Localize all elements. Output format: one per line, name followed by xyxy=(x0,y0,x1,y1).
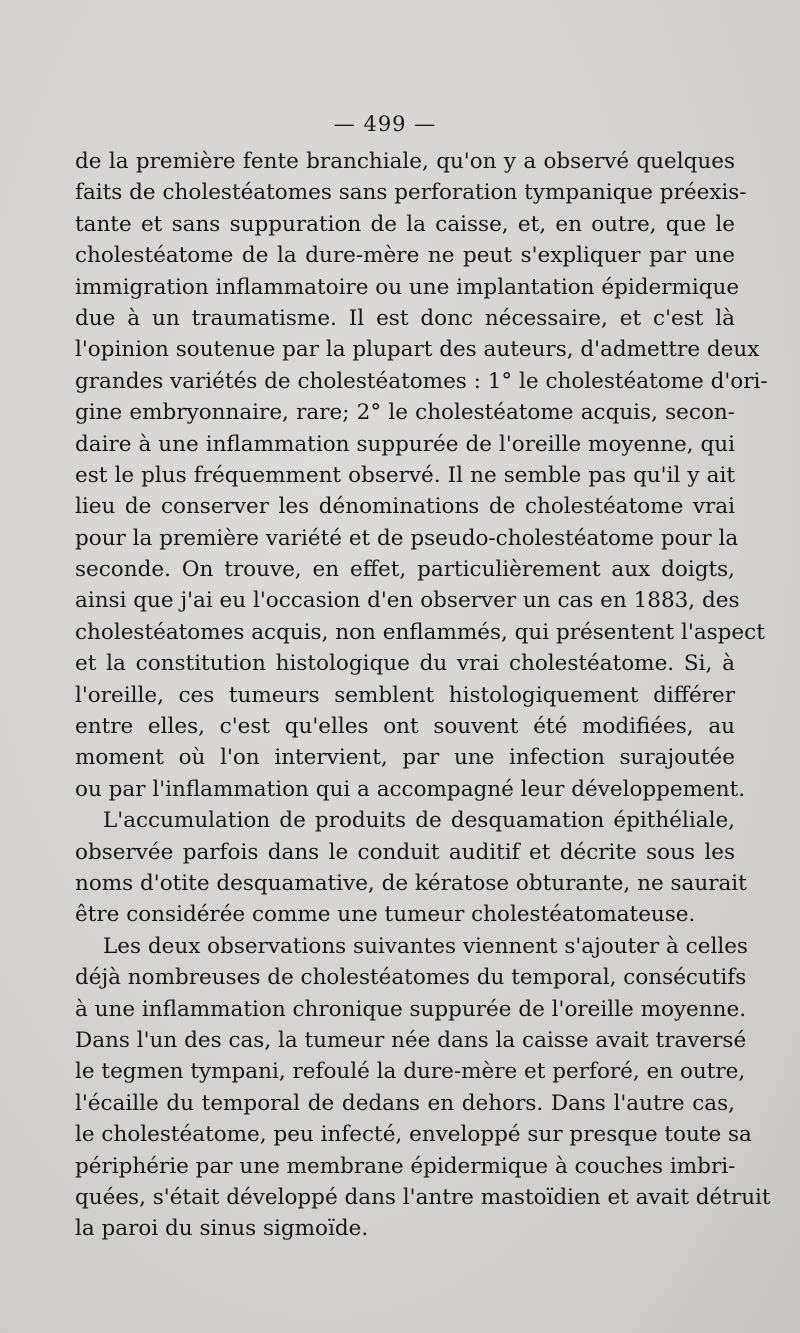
text-line: de la première fente branchiale, qu'on y a observé quelques xyxy=(75,149,735,174)
text-line: entre elles, c'est qu'elles ont souvent été modifiées, au xyxy=(75,714,735,740)
text-line: faits de cholestéatomes sans perforation tympanique préexis- xyxy=(75,180,747,206)
text-line: gine embryonnaire, rare; 2° le cholestéatome acquis, secon- xyxy=(75,400,735,426)
text-line: à une inflammation chronique suppurée de l'oreille moyenne. xyxy=(75,996,747,1022)
text-line: grandes variétés de cholestéatomes : 1° le cholestéatome d'ori- xyxy=(75,368,768,394)
page-number: — 499 — xyxy=(333,112,437,136)
text-line: ou par l'inflammation qui a accompagné leur développement. xyxy=(75,776,746,802)
text-line: lieu de conserver les dénominations de cholestéatome vrai xyxy=(75,494,735,520)
text-line: ainsi que j'ai eu l'occasion d'en observer un cas en 1883, des xyxy=(75,588,740,614)
text-line: cholestéatome de la dure-mère ne peut s'expliquer par une xyxy=(75,243,735,269)
text-line: Les deux observations suivantes viennent s'ajouter à celles xyxy=(103,933,748,959)
text-line: la paroi du sinus sigmoïde. xyxy=(75,1216,369,1242)
text-line: due à un traumatisme. Il est donc nécessaire, et c'est là xyxy=(75,305,735,331)
text-line: tante et sans suppuration de la caisse, et, en outre, que le xyxy=(75,211,735,237)
text-line: l'opinion soutenue par la plupart des auteurs, d'admettre deux xyxy=(75,337,760,363)
text-line: périphérie par une membrane épidermique à couches imbri- xyxy=(75,1153,736,1179)
text-line: daire à une inflammation suppurée de l'oreille moyenne, qui xyxy=(75,431,735,457)
text-line: déjà nombreuses de cholestéatomes du temporal, consécutifs xyxy=(75,965,747,991)
text-line: Dans l'un des cas, la tumeur née dans la caisse avait traversé xyxy=(75,1027,747,1053)
text-line: observée parfois dans le conduit auditif et décrite sous les xyxy=(75,839,735,865)
text-line: cholestéatomes acquis, non enflammés, qui présentent l'aspect xyxy=(75,619,765,645)
text-line: le tegmen tympani, refoulé la dure-mère et perforé, en outre, xyxy=(75,1059,746,1085)
text-line: pour la première variété et de pseudo-cholestéatome pour la xyxy=(75,525,739,551)
text-line: noms d'otite desquamative, de kératose obturante, ne saurait xyxy=(75,870,747,896)
body-text xyxy=(75,146,771,1245)
text-line: quées, s'était développé dans l'antre mastoïdien et avait détruit xyxy=(75,1184,771,1210)
text-line: l'oreille, ces tumeurs semblent histologiquement différer xyxy=(75,682,735,708)
text-line: l'écaille du temporal de dedans en dehors. Dans l'autre cas, xyxy=(75,1090,735,1116)
text-line: L'accumulation de produits de desquamation épithéliale, xyxy=(103,808,735,834)
text-line: moment où l'on intervient, par une infection surajoutée xyxy=(75,745,735,771)
text-line: être considérée comme une tumeur cholestéatomateuse. xyxy=(75,902,696,928)
text-line: le cholestéatome, peu infecté, enveloppé sur presque toute sa xyxy=(75,1122,752,1148)
text-line: seconde. On trouve, en effet, particulièrement aux doigts, xyxy=(75,557,735,583)
text-line: est le plus fréquemment observé. Il ne semble pas qu'il y ait xyxy=(75,462,735,488)
text-line: et la constitution histologique du vrai cholestéatome. Si, à xyxy=(75,651,735,677)
text-line: immigration inflammatoire ou une implantation épidermique xyxy=(75,274,740,300)
